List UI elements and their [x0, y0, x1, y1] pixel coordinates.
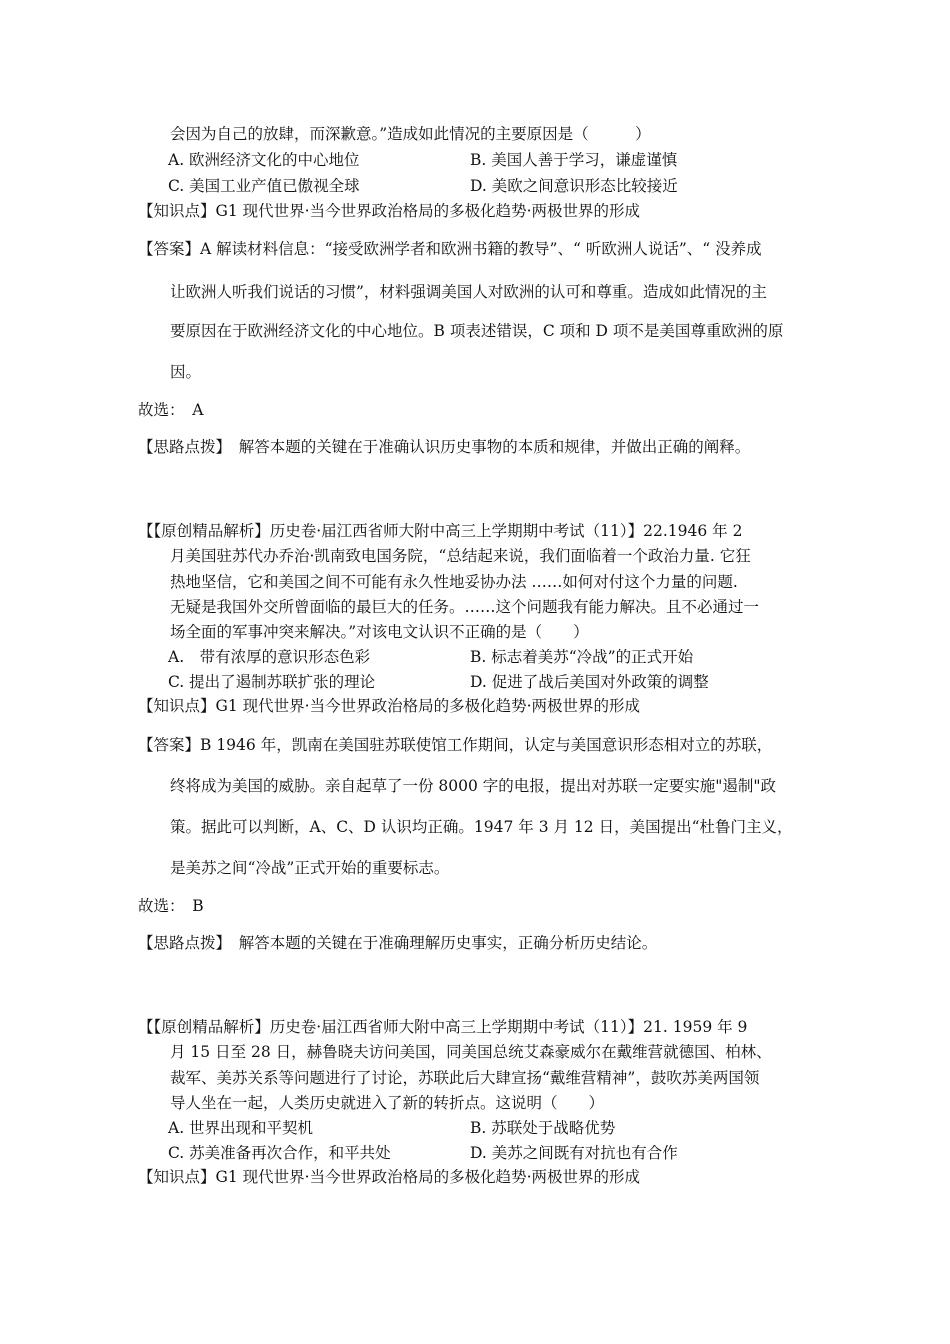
q3-stem-line: 【【原创精品解析】历史卷·届江西省师大附中高三上学期期中考试（11）】21. 1959 年 9: [138, 1018, 748, 1036]
q2-option-d: D. 促进了战后美国对外政策的调整: [470, 673, 709, 691]
q1-thinking-tip: 【思路点拨】 解答本题的关键在于准确认识历史事物的本质和规律，并做出正确的阐释。: [138, 438, 751, 456]
q2-option-b: B. 标志着美苏“冷战”的正式开始: [470, 648, 694, 666]
q3-knowledge-point: 【知识点】G1 现代世界·当今世界政治格局的多极化趋势·两极世界的形成: [138, 1168, 641, 1186]
q2-answer-line: 策。据此可以判断，A、C、D 认识均正确。1947 年 3 月 12 日，美国提出“杜鲁门主义，: [170, 818, 793, 836]
q3-option-b: B. 苏联处于战略优势: [470, 1119, 616, 1137]
q1-answer-line: 【答案】A 解读材料信息：“接受欧洲学者和欧洲书籍的教导”、“ 听欧洲人说话”、“ 没养成: [138, 240, 762, 258]
q3-option-a: A. 世界出现和平契机: [168, 1119, 314, 1137]
q1-knowledge-point: 【知识点】G1 现代世界·当今世界政治格局的多极化趋势·两极世界的形成: [138, 202, 641, 220]
q1-choice: 故选： A: [138, 401, 204, 419]
q1-answer-line: 要原因在于欧洲经济文化的中心地位。B 项表述错误，C 项和 D 项不是美国尊重欧洲的原: [170, 322, 784, 340]
q2-answer-line: 终将成为美国的威胁。亲自起草了一份 8000 字的电报，提出对苏联一定要实施"遏制"政: [170, 777, 777, 795]
q3-stem-line: 月 15 日至 28 日，赫鲁晓夫访问美国，同美国总统艾森豪威尔在戴维营就德国、柏林、: [170, 1043, 772, 1061]
q3-stem-line: 导人坐在一起，人类历史就进入了新的转折点。这说明（ ）: [170, 1094, 605, 1112]
q3-option-d: D. 美苏之间既有对抗也有合作: [470, 1144, 678, 1162]
q1-answer-line: 因。: [170, 363, 202, 381]
q2-stem-line: 无疑是我国外交所曾面临的最巨大的任务。……这个问题我有能力解决。且不必通过一: [170, 598, 760, 616]
q2-stem-line: 热地坚信，它和美国之间不可能有永久性地妥协办法 ……如何对付这个力量的问题.: [170, 573, 738, 591]
q2-stem-line: 【【原创精品解析】历史卷·届江西省师大附中高三上学期期中考试（11）】22.1946 年 2: [138, 522, 743, 540]
q1-stem-tail: 会因为自己的放肆，而深歉意。”造成如此情况的主要原因是（ ）: [170, 125, 651, 143]
q2-option-a: A. 带有浓厚的意识形态色彩: [168, 648, 371, 666]
q3-option-c: C. 苏美准备再次合作，和平共处: [168, 1144, 391, 1162]
q2-answer-line: 是美苏之间“冷战”正式开始的重要标志。: [170, 859, 450, 877]
q2-knowledge-point: 【知识点】G1 现代世界·当今世界政治格局的多极化趋势·两极世界的形成: [138, 697, 641, 715]
q2-choice: 故选： B: [138, 897, 204, 915]
q1-answer-line: 让欧洲人听我们说话的习惯”，材料强调美国人对欧洲的认可和尊重。造成如此情况的主: [170, 283, 767, 301]
q2-thinking-tip: 【思路点拨】 解答本题的关键在于准确理解历史事实，正确分析历史结论。: [138, 934, 658, 952]
q1-option-c: C. 美国工业产值已傲视全球: [168, 177, 360, 195]
q3-stem-line: 裁军、美苏关系等问题进行了讨论，苏联此后大肆宣扬“戴维营精神”，鼓吹苏美两国领: [170, 1069, 760, 1087]
q1-option-a: A. 欧洲经济文化的中心地位: [168, 151, 360, 169]
q2-stem-line: 场全面的军事冲突来解决。”对该电文认识不正确的是（ ）: [170, 623, 589, 641]
q2-stem-line: 月美国驻苏代办乔治·凯南致电国务院，“总结起来说，我们面临着一个政治力量. 它狂: [170, 547, 751, 565]
q2-answer-line: 【答案】B 1946 年，凯南在美国驻苏联使馆工作期间，认定与美国意识形态相对立的苏联，: [138, 736, 773, 754]
q2-option-c: C. 提出了遏制苏联扩张的理论: [168, 673, 376, 691]
q1-option-d: D. 美欧之间意识形态比较接近: [470, 177, 678, 195]
q1-option-b: B. 美国人善于学习，谦虚谨慎: [470, 151, 678, 169]
